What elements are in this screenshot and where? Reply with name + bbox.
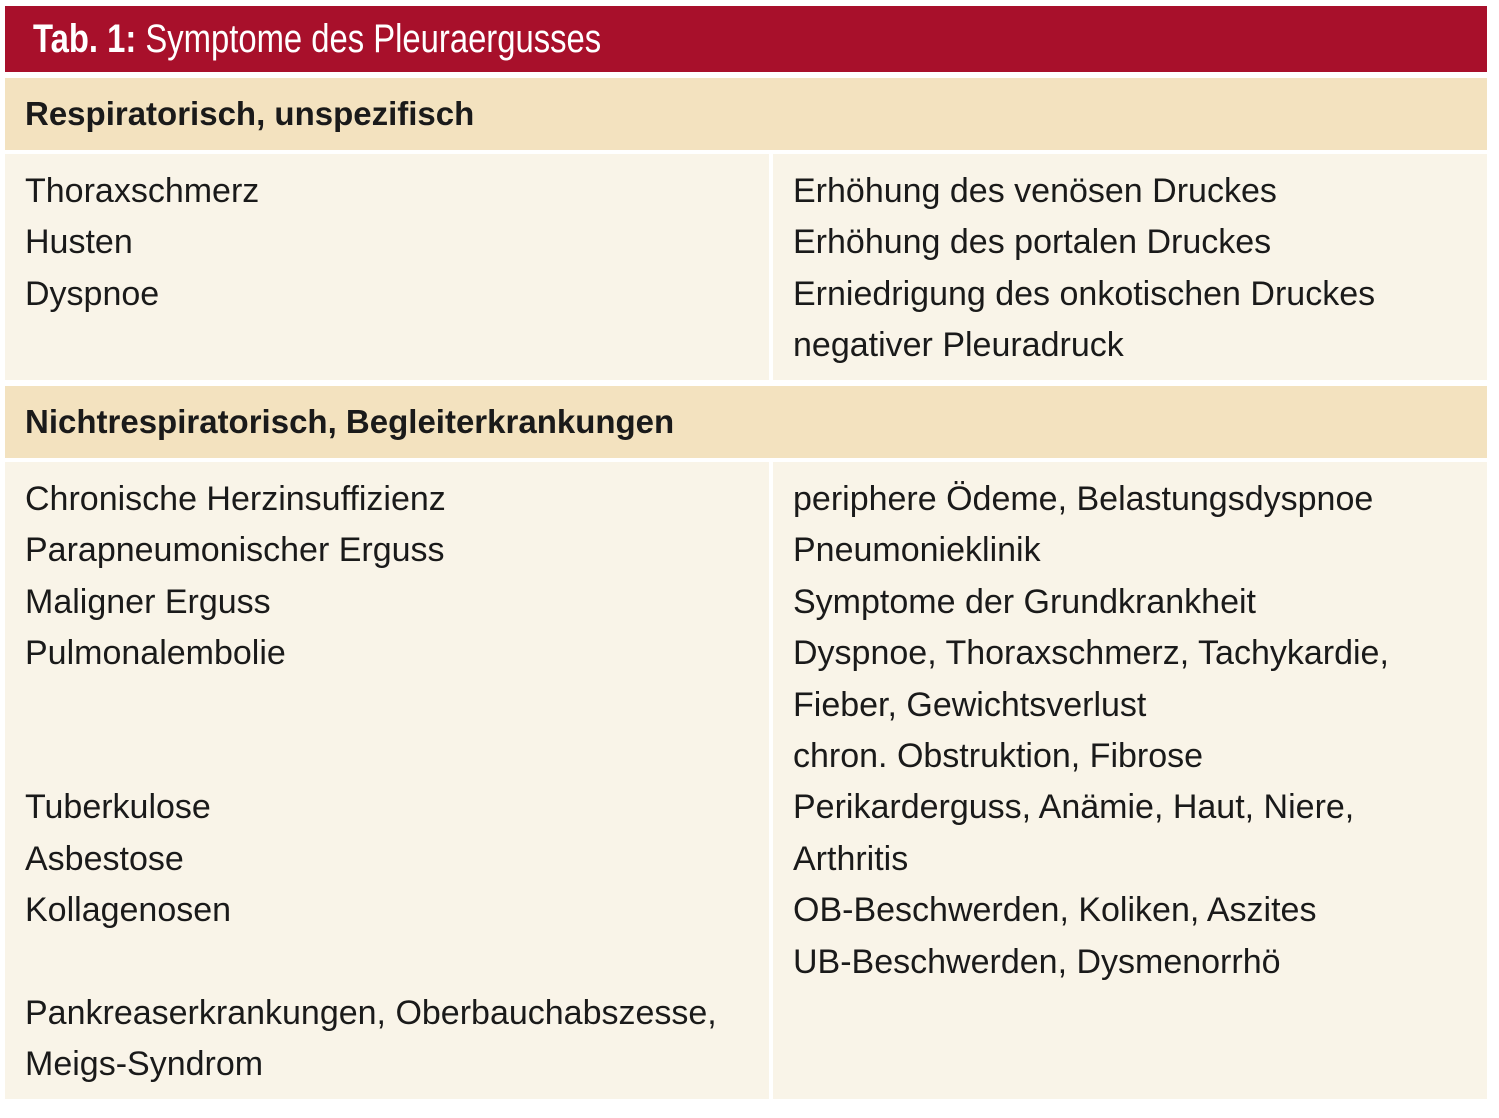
table-cell [25, 731, 749, 782]
table-cell [793, 988, 1467, 1039]
table-cell: Maligner Erguss [25, 582, 271, 621]
table-cell: Meigs-Syndrom [25, 1045, 264, 1084]
table-cell: Pankreaserkrankungen, Oberbauchabszesse, [25, 993, 717, 1032]
table-cell: Perikarderguss, Anämie, Haut, Niere, [793, 788, 1355, 827]
table-cell: Pulmonalembolie [25, 634, 286, 673]
table-cell: Thoraxschmerz [25, 172, 260, 210]
symptom-detail-column [773, 462, 1487, 1099]
table-cell: Dyspnoe [25, 274, 160, 313]
table-cell: Chronische Herzinsuffizienz [25, 480, 446, 518]
condition-column [5, 462, 769, 1099]
table-cell: Dyspnoe, Thoraxschmerz, Tachykardie, [793, 634, 1389, 673]
section-header-nonrespiratory: Nichtrespiratorisch, Begleiterkrankungen [5, 386, 1487, 458]
table-cell [25, 320, 749, 371]
table-cell: Symptome der Grundkrankheit [793, 582, 1256, 621]
symptom-column [5, 154, 769, 380]
table-cell: Erniedrigung des onkotischen Druckes [793, 274, 1376, 313]
table-cell: Parapneumonischer Erguss [25, 531, 445, 570]
table-cell [793, 1039, 1467, 1090]
table-cell: Fieber, Gewichtsverlust [793, 685, 1147, 724]
table-title [33, 17, 601, 62]
table-cell: Kollagenosen [25, 891, 232, 930]
table-number: Tab. 1: [33, 16, 137, 61]
table-title-bar [5, 6, 1487, 72]
table-cell: Asbestose [25, 839, 184, 878]
table-cell: Pneumonieklinik [793, 531, 1041, 570]
table-cell [25, 680, 749, 731]
table-cell: Erhöhung des portalen Druckes [793, 223, 1272, 262]
cause-column [773, 154, 1487, 380]
symptom-table [5, 6, 1487, 1099]
table-cell: chron. Obstruktion, Fibrose [793, 736, 1204, 775]
table-cell: OB-Beschwerden, Koliken, Aszites [793, 891, 1317, 930]
table-cell: UB-Beschwerden, Dysmenorrhö [793, 942, 1281, 981]
table-cell: negativer Pleuradruck [793, 326, 1124, 365]
section-body-respiratory [5, 154, 1487, 380]
table-cell: periphere Ödeme, Belastungsdyspnoe [793, 480, 1374, 518]
table-caption: Symptome des Pleuraergusses [136, 16, 602, 61]
section-body-nonrespiratory [5, 462, 1487, 1099]
table-cell: Erhöhung des venösen Druckes [793, 172, 1277, 210]
table-cell: Arthritis [793, 839, 909, 878]
section-header-respiratory: Respiratorisch, unspezifisch [5, 78, 1487, 150]
table-cell [25, 937, 749, 988]
table-cell: Tuberkulose [25, 788, 211, 827]
table-cell: Husten [25, 223, 133, 262]
